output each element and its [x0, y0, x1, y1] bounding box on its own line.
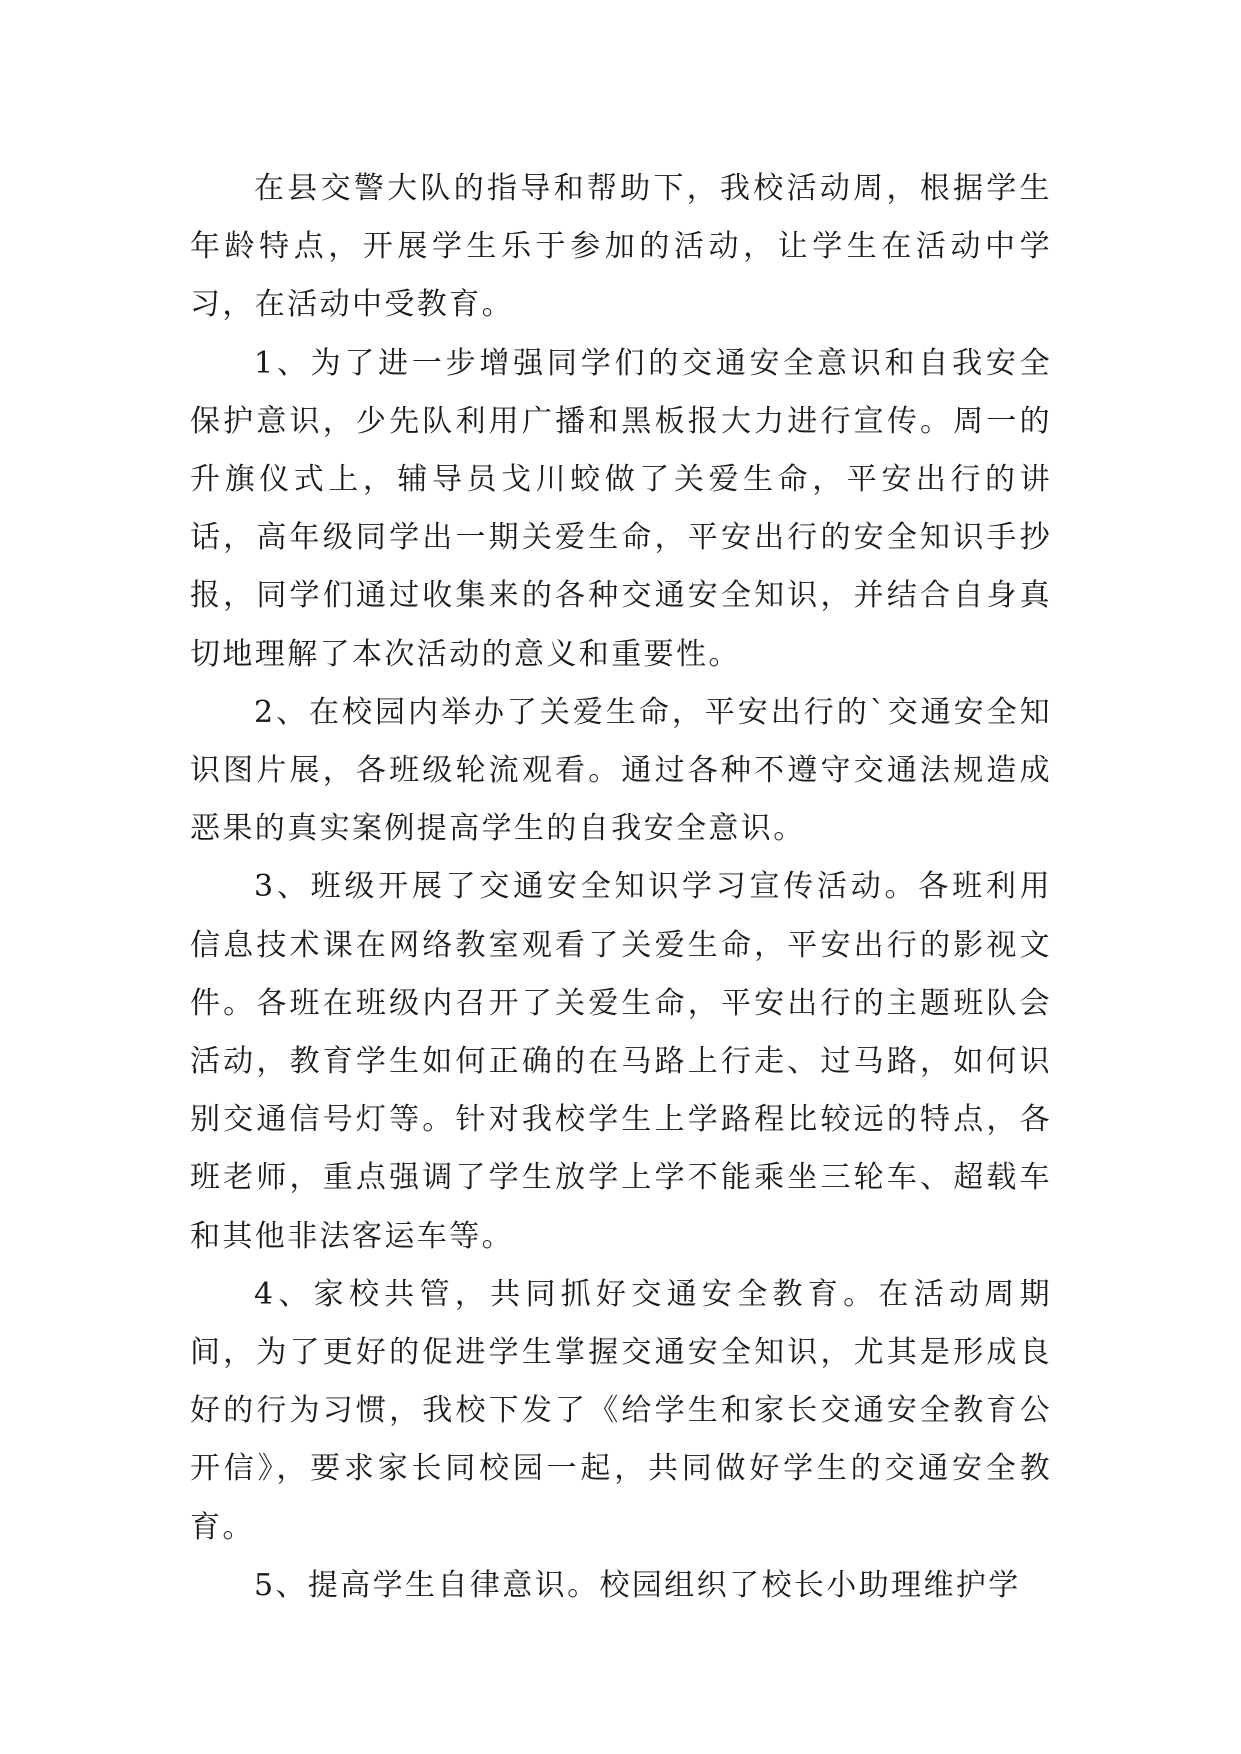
paragraph-item-3: 3、班级开展了交通安全知识学习宣传活动。各班利用信息技术课在网络教室观看了关爱生命，平安出行的影视文件。各班在班级内召开了关爱生命，平安出行的主题班队会活动，教育学生如何正确的在马路上行走、过马路，如何识别交通信号灯等。针对我校学生上学路程比较远的特点，各班老师，重点强调了学生放学上学不能乘坐三轮车、超载车和其他非法客运车等。 [190, 869, 1052, 1254]
paragraph-item-2: 2、在校园内举办了关爱生命，平安出行的`交通安全知识图片展，各班级轮流观看。通过各种不遵守交通法规造成恶果的真实案例提高学生的自我安全意识。 [190, 694, 1052, 847]
paragraph-intro: 在县交警大队的指导和帮助下，我校活动周，根据学生年龄特点，开展学生乐于参加的活动，让学生在活动中学习，在活动中受教育。 [190, 171, 1052, 323]
paragraph-item-4: 4、家校共管，共同抓好交通安全教育。在活动周期间，为了更好的促进学生掌握交通安全知识，尤其是形成良好的行为习惯，我校下发了《给学生和家长交通安全教育公开信》，要求家长同校园一起，共同做好学生的交通安全教育。 [190, 1276, 1052, 1545]
paragraph-item-5: 5、提高学生自律意识。校园组织了校长小助理维护学 [254, 1567, 1021, 1603]
document-body [190, 160, 1052, 1615]
paragraph-item-1: 1、为了进一步增强同学们的交通安全意识和自我安全保护意识，少先队利用广播和黑板报大力进行宣传。周一的升旗仪式上，辅导员戈川蛟做了关爱生命，平安出行的讲话，高年级同学出一期关爱生命，平安出行的安全知识手抄报，同学们通过收集来的各种交通安全知识，并结合自身真切地理解了本次活动的意义和重要性。 [190, 345, 1052, 672]
